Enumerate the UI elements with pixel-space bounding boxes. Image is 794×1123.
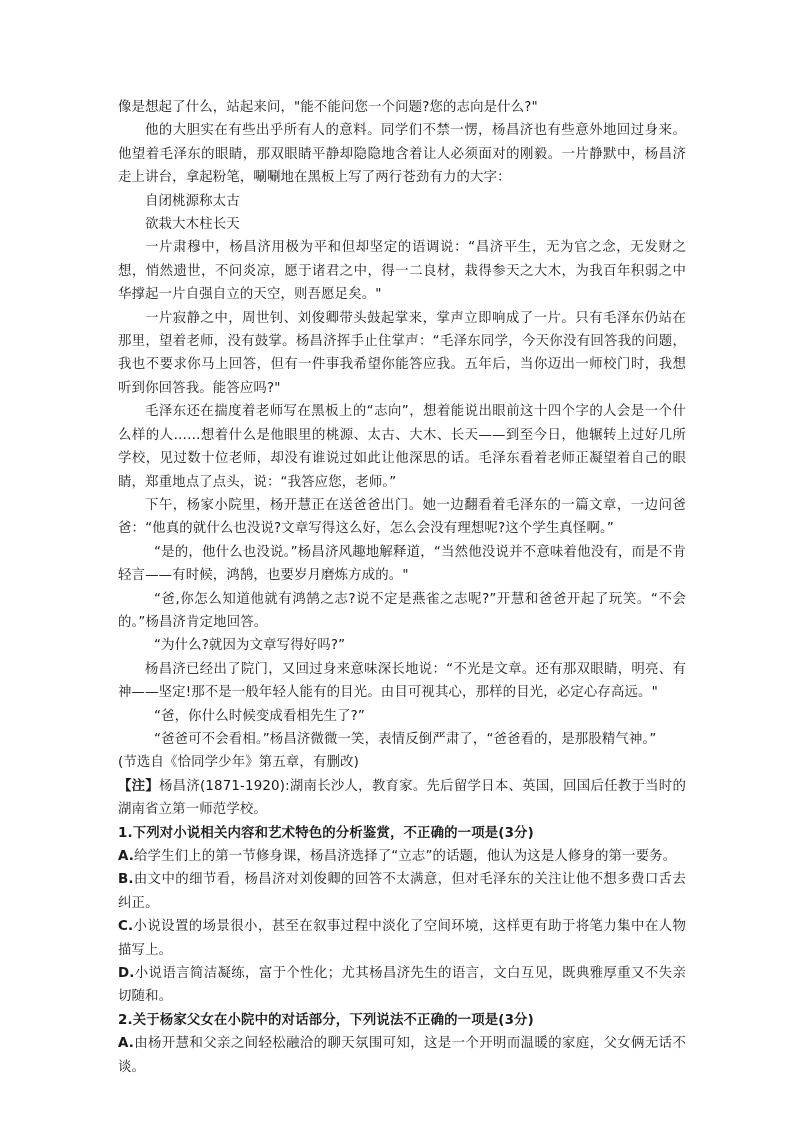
paragraph-11: “爸，你什么时候变成看相先生了?” xyxy=(154,708,365,724)
paragraph-10: 杨昌济已经出了院门，又回过身来意味深长地说：“不光是文章。还有那双眼睛，明亮、有神——坚定!那不是一般年轻人能有的目光。由目可视其心，那样的目光，必定心存高远。" xyxy=(118,661,686,701)
question-1-option-b xyxy=(118,868,686,915)
paragraph-8: “爸,你怎么知道他就有鸿鹄之志?说不定是燕雀之志呢?”开慧和爸爸开起了玩笑。“不会的。”杨昌济肯定地回答。 xyxy=(118,591,686,630)
paragraph-7: “是的，他什么也没说。”杨昌济风趣地解释道，“当然他没说并不意味着他没有，而是不肯轻言——有时候，鸿鹄，也要岁月磨炼方成的。" xyxy=(118,544,686,584)
annotation-note xyxy=(118,775,686,822)
option-label: A. xyxy=(118,1036,134,1052)
option-text: 由杨开慧和父亲之间轻松融洽的聊天氛围可知，这是一个开明而温暖的家庭，父女俩无话不谈。 xyxy=(118,1036,686,1075)
document-body xyxy=(118,96,686,1079)
option-text: 小说设置的场景很小，甚至在叙事过程中淡化了空间环境，这样更有助于将笔力集中在人物描写上。 xyxy=(118,919,686,958)
question-1-option-c xyxy=(118,915,686,962)
question-2-stem: 2.关于杨家父女在小院中的对话部分，下列说法不正确的一项是(3分) xyxy=(118,1012,534,1028)
paragraph-5: 毛泽东还在揣度着老师写在黑板上的“志向”，想着能说出眼前这十四个字的人会是一个什么样的人……想着什么是他眼里的桃源、太古、大木、长天——到至今日，他辗转上过好几所学校，见过数十位老师，却没有谁说过如此让他深思的话。毛泽东看着老师正凝望着自己的眼睛，郑重地点了点头，说：“我答应您，老师。” xyxy=(118,404,686,490)
option-text: 小说语言简洁凝练，富于个性化；尤其杨昌济先生的语言，文白互见，既典雅厚重又不失亲切随和。 xyxy=(118,966,686,1005)
option-label: D. xyxy=(118,966,135,982)
question-2-option-a xyxy=(118,1032,686,1079)
option-label: A. xyxy=(118,849,134,864)
paragraph-2: 他的大胆实在有些出乎所有人的意料。同学们不禁一愣，杨昌济也有些意外地回过身来。他望着毛泽东的眼睛，那双眼睛平静却隐隐地含着让人必须面对的刚毅。一片静默中，杨昌济走上讲台，拿起粉笔，唰唰地在黑板上写了两行苍劲有力的大字： xyxy=(118,123,686,186)
question-1-option-d xyxy=(118,962,686,1009)
option-text: 给学生们上的第一节修身课，杨昌济选择了“立志”的话题，他认为这是人修身的第一要务。 xyxy=(134,849,677,864)
paragraph-3: 一片肃穆中，杨昌济用极为平和但却坚定的语调说：“昌济平生，无为官之念，无发财之想，悄然遗世，不问炎凉，愿于诸君之中，得一二良材，栽得参天之大木，为我百年积弱之中华撑起一片自强自立的天空，则吾愿足矣。" xyxy=(118,240,686,303)
option-label: B. xyxy=(118,872,134,888)
paragraph-9: “为什么?就因为文章写得好吗?” xyxy=(154,638,346,654)
option-label: C. xyxy=(118,919,134,935)
note-label: 【注】 xyxy=(118,778,159,794)
question-1-option-a xyxy=(118,845,686,868)
question-1-stem: 1.下列对小说相关内容和艺术特色的分析鉴赏，不正确的一项是(3分) xyxy=(118,825,534,841)
option-text: 由文中的细节看，杨昌济对刘俊卿的回答不太满意，但对毛泽东的关注让他不想多费口舌去纠正。 xyxy=(118,872,686,911)
paragraph-4: 一片寂静之中，周世钊、刘俊卿带头鼓起掌来，掌声立即响成了一片。只有毛泽东仍站在那里，望着老师，没有鼓掌。杨昌济挥手止住掌声：“毛泽东同学，今天你没有回答我的问题，我也不要求你马上回答，但有一件事我希望你能答应我。五年后，当你迈出一师校门时，我想听到你回答我。能答应吗?" xyxy=(118,310,686,396)
source-citation: (节选自《恰同学少年》第五章，有删改) xyxy=(118,755,359,771)
note-text: 杨昌济(1871-1920):湖南长沙人，教育家。先后留学日本、英国，回国后任教于当时的湖南省立第一师范学校。 xyxy=(118,778,687,818)
paragraph-12: “爸爸可不会看相。”杨昌济微微一笑，表情反倒严肃了，“爸爸看的，是那股精气神。” xyxy=(154,731,657,747)
paragraph-6: 下午，杨家小院里，杨开慧正在送爸爸出门。她一边翻看着毛泽东的一篇文章，一边问爸爸：“他真的就什么也没说?文章写得这么好，怎么会没有理想呢?这个学生真怪啊。” xyxy=(118,497,686,537)
poem-line-2: 欲栽大木柱长天 xyxy=(145,217,240,233)
paragraph-1: 像是想起了什么，站起来问，"能不能问您一个问题?您的志向是什么?" xyxy=(118,100,538,115)
poem-line-1: 自闭桃源称太古 xyxy=(145,193,240,209)
